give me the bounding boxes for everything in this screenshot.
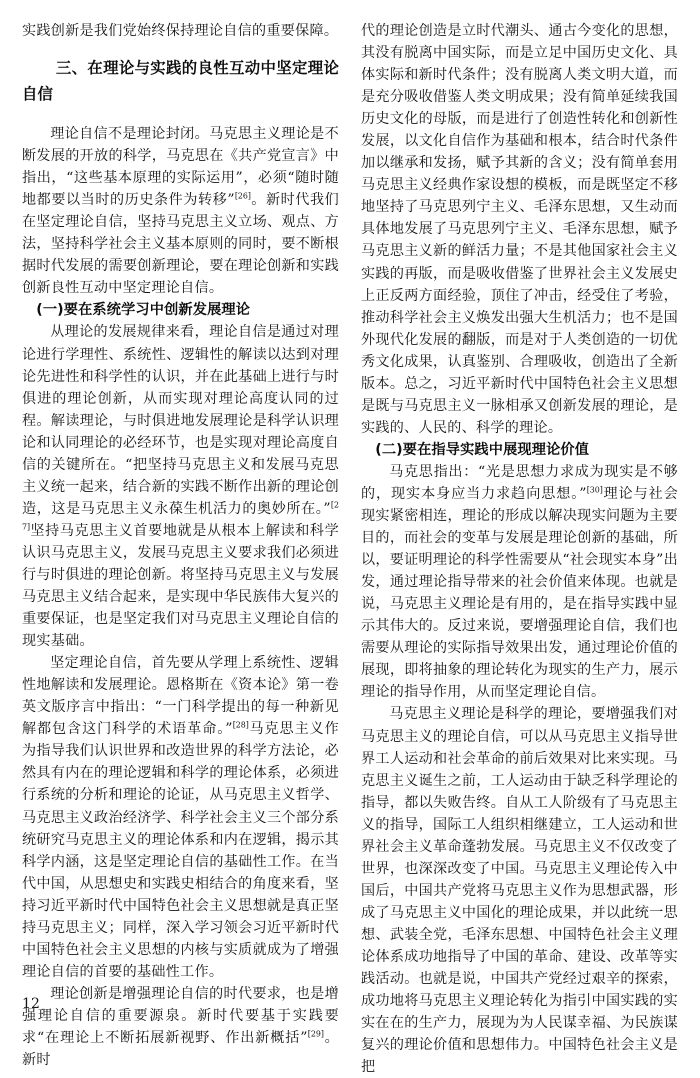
page-number: 12	[22, 996, 41, 1012]
paragraph-2-text-a: 从理论的发展规律来看，理论自信是通过对理论进行学理性、系统性、逻辑性的解读以达到对理论先进性和科学性的认识，并在此基础上进行与时俱进的理论创新，从而实现对理论高度认同的过程。解读理论，与时俱进地发展理论是科学认识理论和认同理论的必经环节，也是实现对理论高度自信的关键所在。“把坚持马克思主义和发展马克思主义统一起来，结合新的实践不断作出新的理论创造，这是马克思主义永葆生机活力的奥妙所在。”	[22, 324, 339, 517]
heading-spacer-top	[22, 42, 339, 56]
paragraph-6: 马克思主义理论是科学的理论，要增强我们对马克思主义的理论自信，可以从马克思主义指导世界工人运动和社会革命的前后效果对比来实现。马克思主义诞生之前，工人运动由于缺乏科学理论的指导，都以失败告终。自从工人阶级有了马克思主义的指导，国际工人组织相继建立，工人运动和世界社会主义革命蓬勃发展。马克思主义不仅改变了世界，也深深改变了中国。马克思主义理论传入中国后，中国共产党将马克思主义作为思想武器，形成了马克思主义中国化的理论成果，并以此统一思想、武装全党，毛泽东思想、中国特色社会主义理论体系成功地指导了中国的革命、建设、改革等实践活动。也就是说，中国共产党经过艰辛的探索，成功地将马克思主义理论转化为指引中国实践的实实在在的生产力，展现为为人民谋幸福、为民族谋复兴的理论价值和思想伟力。中国特色社会主义是把	[361, 706, 678, 1076]
paragraph-5	[361, 461, 678, 704]
section-heading-3: 三、在理论与实践的良性互动中坚定理论自信	[22, 59, 339, 103]
heading-spacer-bottom	[22, 107, 339, 123]
paragraph-carryover-right: 代的理论创造是立时代潮头、通古今变化的思想，其没有脱离中国实际，而是立足中国历史文化、具体实际和新时代条件；没有脱离人类文明大道，而是充分吸收借鉴人类文明成果；没有简单延续我国历史文化的母版，而是进行了创造性转化和创新性发展，以文化自信作为基础和根本，结合时代条件加以继承和发扬，赋予其新的含义；没有简单套用马克思主义经典作家设想的模板，而是既坚定不移地坚持了马克思列宁主义、毛泽东思想，又生动而具体地发展了马克思列宁主义、毛泽东思想，赋予马克思主义新的鲜活力量；不是其他国家社会主义实践的再版，而是吸收借鉴了世界社会主义发展史上正反两方面经验，顶住了冲击，经受住了考验，推动科学社会主义焕发出强大生机活力；也不是国外现代化发展的翻版，而是对于人类创造的一切优秀文化成果，认真鉴别、合理吸收，创造出了全新版本。总之，习近平新时代中国特色社会主义思想是既与马克思主义一脉相承又创新发展的理论，是实践的、人民的、科学的理论。	[361, 23, 678, 436]
subsection-heading-1: (一)要在系统学习中创新发展理论	[36, 302, 251, 319]
citation-26: [26]	[234, 191, 251, 201]
paragraph-1	[22, 123, 339, 299]
paragraph-4	[22, 983, 339, 1071]
left-column	[22, 20, 339, 1071]
citation-30: [30]	[586, 485, 603, 495]
paragraph-4-text-a: 理论创新是增强理论自信的时代要求，也是增强理论自信的重要源泉。新时代要基于实践要求“在理论上不断拓展新视野、作出新概括”	[22, 985, 339, 1046]
paragraph-3	[22, 652, 339, 983]
paragraph-5-text-b: 理论与社会现实紧密相连，理论的形成以解决现实问题为主要目的，而社会的变革与发展是理论创新的基础，所以，要证明理论的科学性需要从“社会现实本身”出发，通过理论指导带来的社会价值来体现。也就是说，马克思主义理论是有用的，是在指导实践中显示其伟大的。反过来说，要增强理论自信，我们也需要从理论的实际指导效果出发，通过理论价值的展现，即将抽象的理论转化为现实的生产力，展示理论的指导作用，从而坚定理论自信。	[361, 485, 678, 701]
paragraph-1-text-b: 。新时代我们在坚定理论自信，坚持马克思主义立场、观点、方法，坚持科学社会主义基本原则的同时，要不断根据时代发展的需要创新理论，要在理论创新和实践创新良性互动中坚定理论自信。	[22, 192, 339, 297]
paragraph-3-text-b: 马克思主义作为指导我们认识世界和改造世界的科学方法论，必然具有内在的理论逻辑和科学的理论体系，必须进行系统的分析和理论的论证，从马克思主义哲学、马克思主义政治经济学、科学社会主义三个部分系统研究马克思主义的理论体系和内在逻辑，揭示其科学内涵，这是坚定理论自信的基础性工作。在当代中国，从思想史和实践史相结合的角度来看，坚持习近平新时代中国特色社会主义思想就是真正坚持马克思主义；同样，深入学习领会习近平新时代中国特色社会主义思想的内核与实质就成为了增强理论自信的首要的基础性工作。	[22, 721, 339, 980]
paragraph-5-text-a: 马克思指出：“光是思想力求成为现实是不够的，现实本身应当力求趋向思想。”	[361, 463, 678, 502]
paragraph-1-text-a: 理论自信不是理论封闭。马克思主义理论是不断发展的开放的科学，马克思在《共产党宣言》中指出，“这些基本原理的实际运用”，必须“随时随地都要以当时的历史条件为转移”	[22, 126, 339, 209]
citation-27: [27]	[22, 500, 339, 532]
right-column	[361, 20, 678, 1078]
paragraph-2-text-b: 坚持马克思主义首要地就是从根本上解读和科学认识马克思主义，发展马克思主义要求我们必须进行与时俱进的理论创新。将坚持马克思主义与发展马克思主义结合起来，是实现中华民族伟大复兴的重要保证，也是坚定我们对马克思主义理论自信的现实基础。	[22, 522, 339, 650]
paragraph-4-text-b: 。新时	[22, 1029, 339, 1069]
paragraph-3-text-a: 坚定理论自信，首先要从学理上系统性、逻辑性地解读和发展理论。恩格斯在《资本论》第一卷英文版序言中指出：“一门科学提出的每一种新见解都包含这门科学的术语革命。”	[22, 655, 339, 738]
paragraph-2	[22, 321, 339, 652]
subsection-heading-2: (二)要在指导实践中展现理论价值	[375, 441, 590, 458]
citation-28: [28]	[232, 720, 249, 730]
citation-29: [29]	[307, 1029, 324, 1039]
paragraph-carryover: 实践创新是我们党始终保持理论自信的重要保障。	[22, 23, 339, 39]
